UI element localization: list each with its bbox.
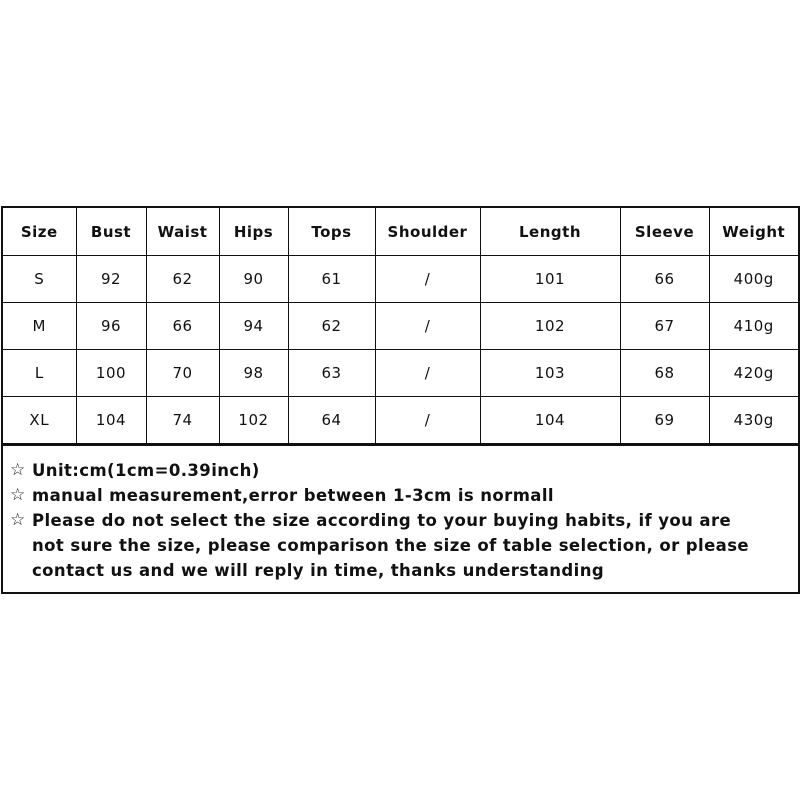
table-header-row (3, 208, 798, 256)
cell-hips: 102 (219, 397, 288, 444)
cell-bust: 96 (76, 303, 146, 350)
star-icon: ☆ (10, 510, 26, 530)
note-text-measurement: manual measurement,error between 1-3cm is normall (32, 486, 554, 505)
cell-size: M (3, 303, 76, 350)
header-waist: Waist (146, 208, 219, 256)
cell-shoulder: / (375, 303, 480, 350)
header-bust: Bust (76, 208, 146, 256)
table-row (3, 303, 798, 350)
star-icon: ☆ (10, 485, 26, 505)
cell-length: 103 (480, 350, 620, 397)
header-size: Size (3, 208, 76, 256)
cell-weight: 400g (709, 256, 798, 303)
cell-tops: 62 (288, 303, 375, 350)
cell-weight: 430g (709, 397, 798, 444)
note-item (10, 483, 798, 508)
star-icon: ☆ (10, 460, 26, 480)
cell-bust: 100 (76, 350, 146, 397)
cell-weight: 420g (709, 350, 798, 397)
cell-bust: 92 (76, 256, 146, 303)
cell-sleeve: 66 (620, 256, 709, 303)
cell-size: XL (3, 397, 76, 444)
note-text-advice: Please do not select the size according to your buying habits, if you are not sure the size, please comparison the size of table selection, or please contact us and we will reply in time, thanks understanding (32, 511, 750, 580)
cell-hips: 94 (219, 303, 288, 350)
cell-length: 104 (480, 397, 620, 444)
note-item (10, 458, 798, 483)
notes-section (3, 444, 798, 583)
cell-waist: 62 (146, 256, 219, 303)
cell-sleeve: 67 (620, 303, 709, 350)
cell-size: L (3, 350, 76, 397)
table-row (3, 397, 798, 444)
cell-sleeve: 69 (620, 397, 709, 444)
header-hips: Hips (219, 208, 288, 256)
header-sleeve: Sleeve (620, 208, 709, 256)
cell-length: 102 (480, 303, 620, 350)
note-text-unit: Unit:cm(1cm=0.39inch) (32, 461, 260, 480)
cell-sleeve: 68 (620, 350, 709, 397)
cell-shoulder: / (375, 350, 480, 397)
cell-tops: 61 (288, 256, 375, 303)
cell-weight: 410g (709, 303, 798, 350)
cell-tops: 64 (288, 397, 375, 444)
table-row (3, 256, 798, 303)
header-length: Length (480, 208, 620, 256)
cell-bust: 104 (76, 397, 146, 444)
cell-shoulder: / (375, 397, 480, 444)
header-shoulder: Shoulder (375, 208, 480, 256)
header-tops: Tops (288, 208, 375, 256)
size-chart (1, 206, 800, 594)
cell-waist: 70 (146, 350, 219, 397)
header-weight: Weight (709, 208, 798, 256)
note-item (10, 508, 798, 583)
cell-size: S (3, 256, 76, 303)
cell-hips: 98 (219, 350, 288, 397)
table-row (3, 350, 798, 397)
size-table (3, 208, 798, 444)
cell-shoulder: / (375, 256, 480, 303)
cell-length: 101 (480, 256, 620, 303)
cell-waist: 74 (146, 397, 219, 444)
cell-waist: 66 (146, 303, 219, 350)
cell-tops: 63 (288, 350, 375, 397)
cell-hips: 90 (219, 256, 288, 303)
